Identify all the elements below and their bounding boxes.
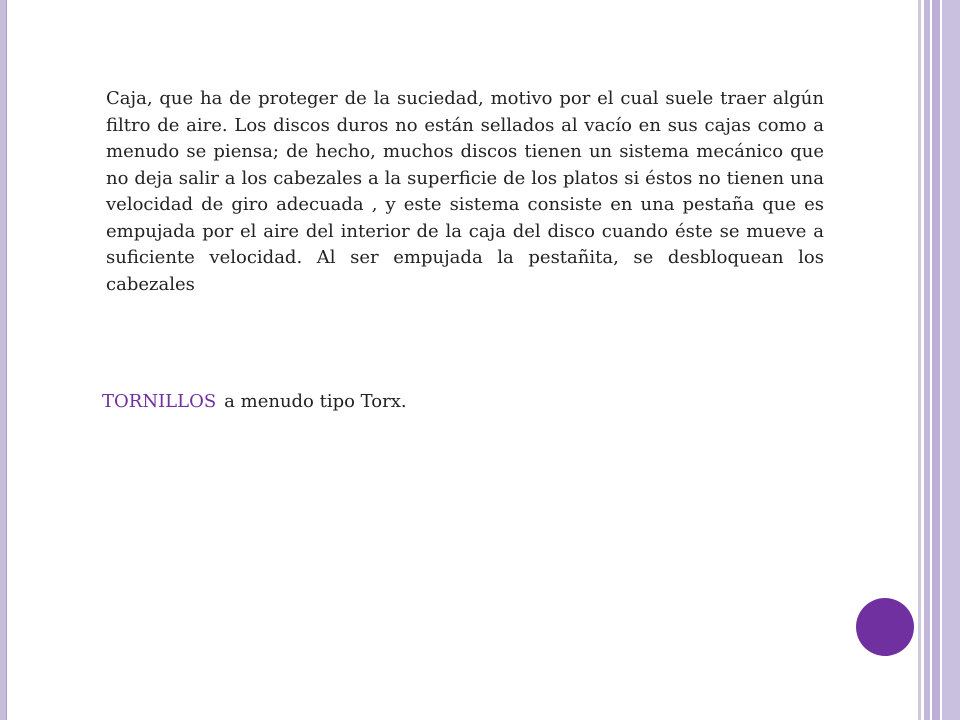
tornillos-text: a menudo tipo Torx. (224, 391, 407, 412)
right-stripe-decoration (942, 0, 960, 720)
right-stripe-decoration (932, 0, 940, 720)
circle-decoration (856, 598, 914, 656)
tornillos-line (102, 389, 407, 415)
left-border-decoration (0, 0, 7, 720)
body-paragraph: Caja, que ha de proteger de la suciedad, motivo por el cual suele traer algún filtro de aire. Los discos duros no están sellados al vacío en sus cajas como a menudo se piensa; de hecho, muchos discos tienen un sistema mecánico que no deja salir a los cabezales a la superficie de los platos si éstos no tienen una velocidad de giro adecuada , y este sistema consiste en una pestaña que es empujada por el aire del interior de la caja del disco cuando éste se mueve a suficiente velocidad. Al ser empujada la pestañita, se desbloquean los cabezales (106, 88, 824, 295)
tornillos-keyword: TORNILLOS (102, 391, 217, 412)
